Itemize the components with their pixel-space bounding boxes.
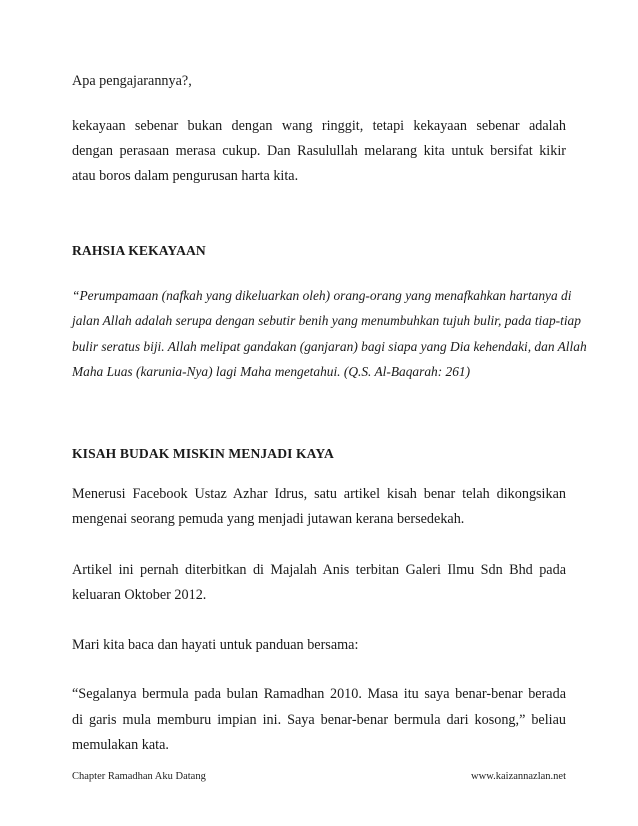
rahsia-quote-line-1: “Perumpamaan (nafkah yang dikeluarkan oleh) orang-orang yang menafkahkan hartanya di (72, 288, 572, 303)
footer-chapter-title: Chapter Ramadhan Aku Datang (72, 771, 206, 782)
kisah-p3: Mari kita baca dan hayati untuk panduan bersama: (72, 637, 359, 653)
rahsia-quote-line-2: jalan Allah adalah serupa dengan sebutir benih yang menumbuhkan tujuh bulir, pada tiap-tiap (72, 313, 581, 328)
kisah-p2-line-1: Artikel ini pernah diterbitkan di Majalah Anis terbitan Galeri Ilmu Sdn Bhd pada (72, 562, 566, 578)
kisah-p4-line-2: di garis mula memburu impian ini. Saya benar-benar bermula dari kosong,” beliau (72, 712, 566, 728)
kisah-heading: KISAH BUDAK MISKIN MENJADI KAYA (72, 446, 334, 461)
kisah-p4-line-1: “Segalanya bermula pada bulan Ramadhan 2010. Masa itu saya benar-benar berada (72, 686, 566, 702)
intro-paragraph-line-1: kekayaan sebenar bukan dengan wang ringgit, tetapi kekayaan sebenar adalah (72, 118, 566, 134)
kisah-p2-line-2: keluaran Oktober 2012. (72, 587, 207, 603)
intro-paragraph-line-3: atau boros dalam pengurusan harta kita. (72, 168, 299, 184)
kisah-p1-line-2: mengenai seorang pemuda yang menjadi jutawan kerana bersedekah. (72, 511, 465, 527)
rahsia-quote-line-3: bulir seratus biji. Allah melipat gandakan (ganjaran) bagi siapa yang Dia kehendaki, dan Allah (72, 339, 587, 354)
kisah-p1-line-1: Menerusi Facebook Ustaz Azhar Idrus, satu artikel kisah benar telah dikongsikan (72, 486, 566, 502)
document-page (72, 0, 587, 826)
footer-website: www.kaizannazlan.net (471, 771, 566, 782)
intro-paragraph-line-2: dengan perasaan merasa cukup. Dan Rasulullah melarang kita untuk bersifat kikir (72, 143, 566, 159)
rahsia-heading: RAHSIA KEKAYAAN (72, 243, 206, 258)
intro-question: Apa pengajarannya?, (72, 73, 192, 89)
rahsia-quote-line-4: Maha Luas (karunia-Nya) lagi Maha mengetahui. (Q.S. Al-Baqarah: 261) (72, 364, 471, 379)
kisah-p4-line-3: memulakan kata. (72, 737, 169, 753)
